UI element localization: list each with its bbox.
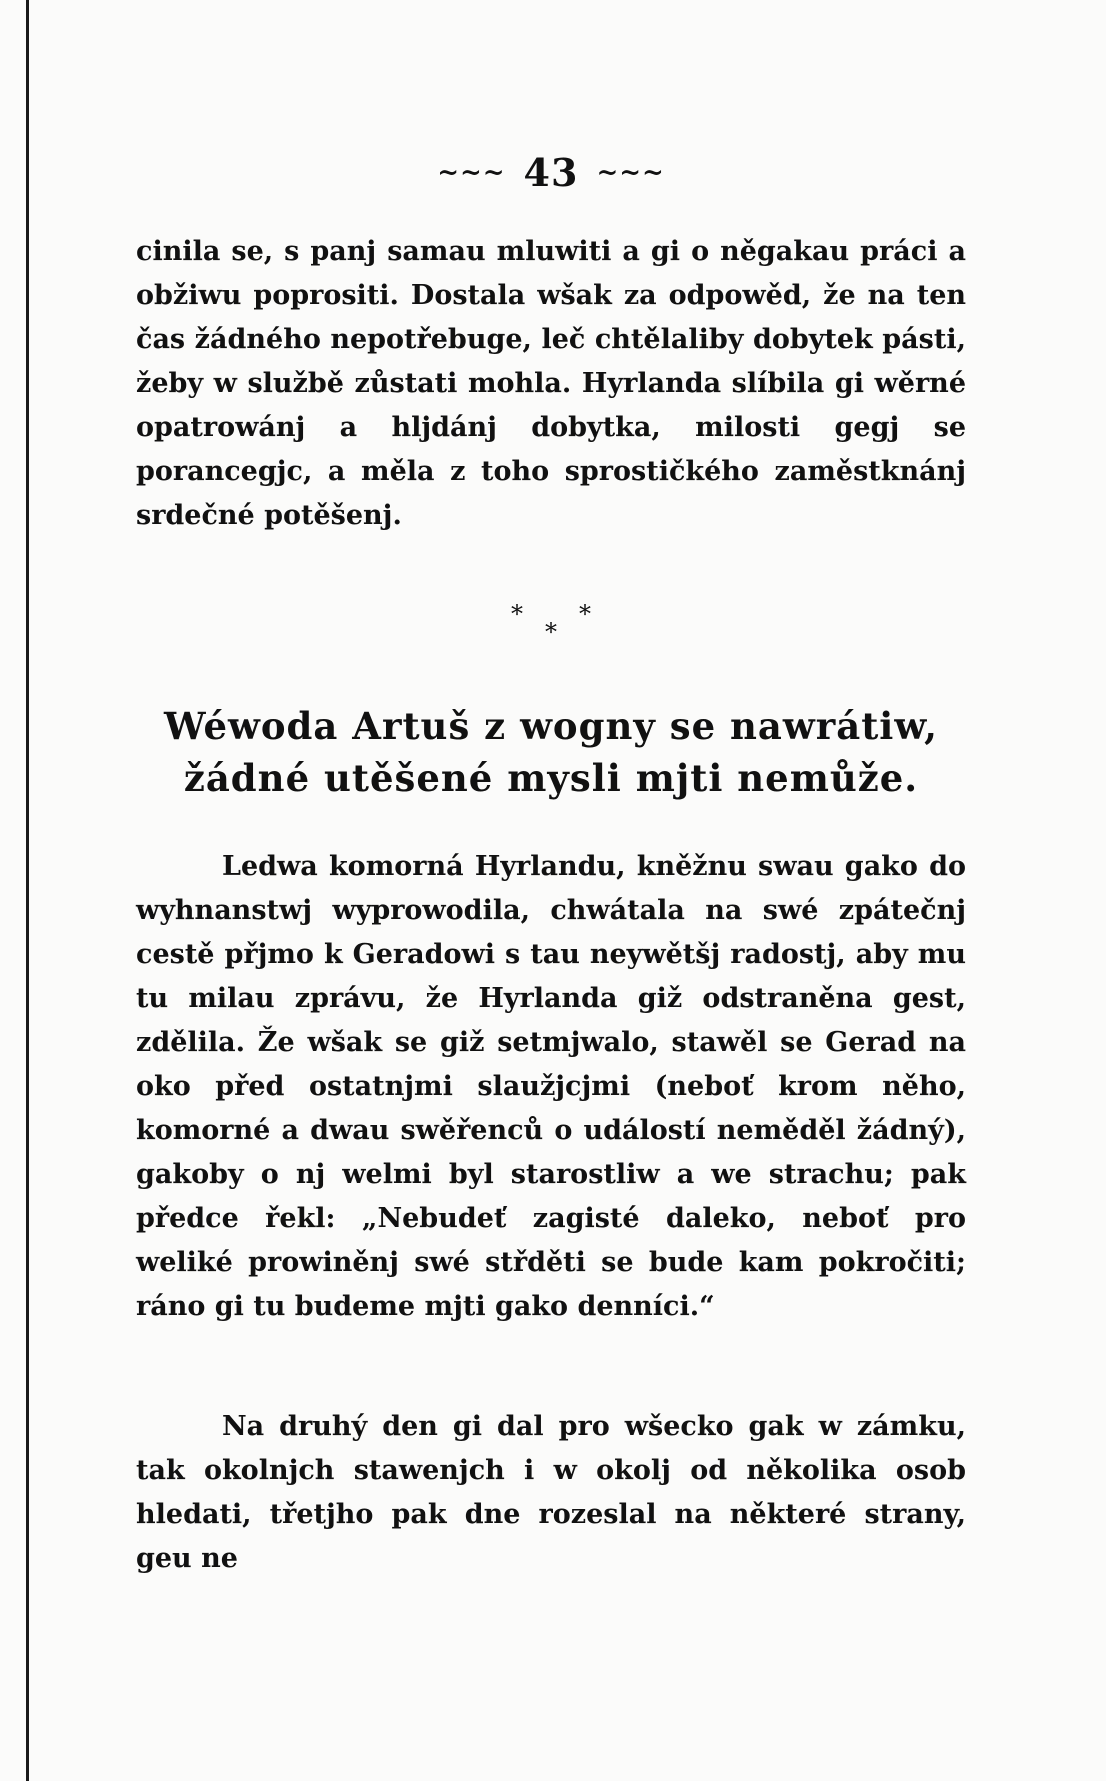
- paragraph-2: Ledwa komorná Hyrlandu, kněžnu swau gako do wyhnanstwj wyprowodila, chwátala na swé zpátečnj cestě přjmo k Geradowi s tau neywětšj radostj, aby mu tu milau zprávu, že Hyrlanda giž odstraněna gest, zdělila. Že wšak se giž setmjwalo, stawěl se Gerad na oko před ostatnjmi slaužjcjmi (neboť krom něho, komorné a dwau swěřenců o událostí neměděl žádný), gakoby o nj welmi byl starostliw a we strachu; pak předce řekl: „Nebudeť zagisté daleko, neboť pro weliké prowiněnj swé střděti se bude kam pokročiti; ráno gi tu budeme mjti gako denníci.“: [136, 851, 966, 1322]
- star-glyph: *: [579, 600, 591, 628]
- paragraph-1: cinila se, s panj samau mluwiti a gi o něgakau práci a obžiwu poprositi. Dostala wšak za odpowěd, že na ten čas žádného nepotřebuge, leč chtělaliby dobytek pásti, žeby w službě zůstati mohla. Hyrlanda slíbila gi wěrné opatrowánj a hljdánj dobytka, milosti gegj se porancegjc, a měla z toho sprostičkého zaměstknánj srdečné potěšenj.: [136, 236, 966, 531]
- star-glyph: *: [511, 600, 523, 628]
- chapter-heading-line-2: žádné utěšené mysli mjti nemůže.: [183, 756, 919, 800]
- page-number: 43: [523, 150, 579, 195]
- star-glyph: *: [545, 618, 557, 646]
- section-divider-stars: [136, 600, 966, 646]
- chapter-heading-line-1: Wéwoda Artuš z wogny se nawrátiw,: [163, 704, 939, 748]
- page-header: [136, 150, 966, 195]
- header-ornament-right: ~~~: [596, 157, 665, 188]
- paragraph-3: Na druhý den gi dal pro wšecko gak w zámku, tak okolnjch stawenjch i w okolj od několika osob hledati, třetjho pak dne rozeslal na některé strany, geu ne: [136, 1411, 966, 1574]
- chapter-heading: [136, 700, 966, 804]
- page-edge-rule: [26, 0, 29, 1781]
- header-ornament-left: ~~~: [437, 157, 506, 188]
